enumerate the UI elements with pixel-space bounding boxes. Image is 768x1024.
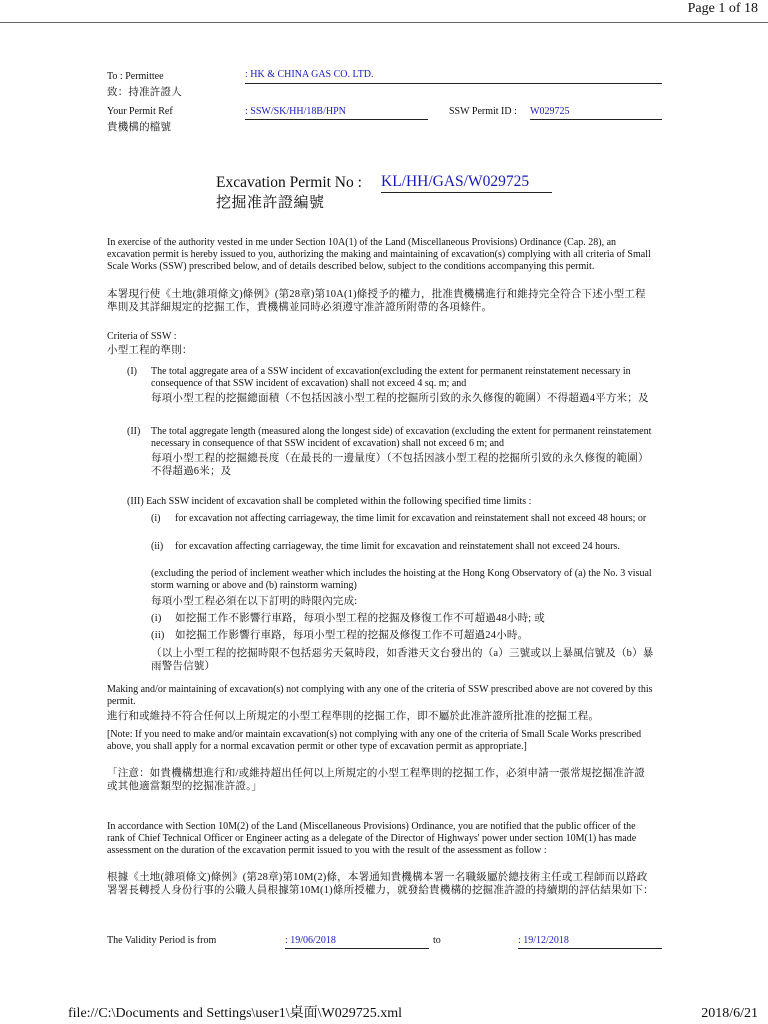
permit-ref-field [245,106,428,120]
to-label-en: To : Permittee [107,71,164,82]
criterion-2-text-en: The total aggregate length (measured along the longest side) of excavation (excluding the extent for permanent reinstatement necessary in consequence of that SSW incident of excavation) shall not exceed 6 m; and [151,426,652,450]
criterion-3-item-ii-zh-text: 如挖掘工作影響行車路，每項小型工程的挖掘及修復工作不可超過24小時。 [175,630,529,641]
intro-paragraph-en: In exercise of the authority vested in me under Section 10A(1) of the Land (Miscellaneous Provisions) Ordinance (Cap. 28), an excavation permit is hereby issued to you, authorizing the making and maintaining of excavation(s) complying with all criteria of Small Scale Works (SSW) prescribed below, and of details described below, subject to the conditions accompanying this permit. [107,237,651,273]
criteria-heading-en: Criteria of SSW : [107,331,177,342]
validity-to-word: to [433,935,441,946]
criterion-1 [127,366,655,406]
valid-from-value: : 19/06/2018 [285,935,336,946]
criterion-3-text-zh: 每項小型工程必須在以下訂明的時限內完成: [151,596,358,607]
criterion-3-item-i-number: (i) [151,513,161,524]
criterion-3-item-ii-zh [151,630,655,643]
permit-no-field [381,173,552,193]
criterion-1-text-zh: 每項小型工程的挖掘總面積（不包括因該小型工程的挖掘所引致的永久修復的範圍）不得超過4平方米；及 [151,393,649,405]
page-indicator: Page 1 of 18 [687,1,758,16]
assessment-paragraph-zh: 根據《土地(雜項條文)條例》(第28章)第10M(2)條，本署通知貴機構本署一名職級屬於總技術主任或工程師而以路政署署長轉授人身份行事的公職人員根據第10M(1)條所授權力，就發給貴機構的挖掘准許證的持續期的評估結果如下： [107,872,654,896]
permit-ref-label-en: Your Permit Ref [107,106,173,117]
footer-file-path: file://C:\Documents and Settings\user1\桌面\W029725.xml [68,1006,403,1021]
criterion-3-exclusion-en: (excluding the period of inclement weather which includes the hoisting at the Hong Kong Observatory of (a) the No. 3 visual storm warning or above and (b) rainstorm warning) [151,568,652,592]
permit-ref-label-zh: 貴機構的檔號 [107,122,172,133]
intro-paragraph-zh: 本署現行使《土地(雜項條文)條例》(第28章)第10A(1)條授予的權力，批准貴機構進行和維持完全符合下述小型工程準則及其詳細規定的挖掘工作，貴機構並同時必須遵守准許證所附帶的各項條件。 [107,289,646,313]
ssw-id-field [530,106,662,120]
criterion-3-item-i-zh-number: (i) [151,613,162,624]
permit-no-label: Excavation Permit No : [216,174,362,191]
permit-no-label-zh: 挖掘准許證編號 [216,195,325,211]
valid-to-field [518,935,662,949]
criterion-2-number: (II) [127,426,141,437]
assessment-paragraph-en: In accordance with Section 10M(2) of the Land (Miscellaneous Provisions) Ordinance, you are notified that the public officer of the rank of Chief Technical Officer or Engineer acting as a delegate of the Director of Highways' power under section 10M(1) has made assessment on the duration of the excavation permit issued to you with the result of the assessment as follow : [107,821,637,857]
criterion-3-item-i [151,513,655,525]
noncompliance-paragraph-en: Making and/or maintaining of excavation(s) not complying with any one of the criteria of SSW prescribed above are not covered by this permit. [107,684,653,708]
valid-from-field [285,935,429,949]
criterion-3-text-en: (III) Each SSW incident of excavation shall be completed within the following specified time limits : [127,496,532,507]
criterion-3-item-i-text: for excavation not affecting carriageway, the time limit for excavation and reinstatement shall not exceed 48 hours; or [175,513,647,524]
permit-no-value: KL/HH/GAS/W029725 [381,173,530,190]
criterion-2-text-zh: 每項小型工程的挖掘總長度（在最長的一邊量度）（不包括因該小型工程的挖掘所引致的永久修復的範圍）不得超過6米；及 [151,453,649,478]
footer-date: 2018/6/21 [701,1006,758,1021]
note-paragraph-zh: 「注意：如貴機構想進行和/或維持超出任何以上所規定的小型工程準則的挖掘工作，必須申請一張常規挖掘准許證或其他適當類型的挖掘准許證。」 [107,768,646,792]
criterion-3-item-i-zh-text: 如挖掘工作不影響行車路，每項小型工程的挖掘及修復工作不可超過48小時; 或 [175,613,545,624]
ssw-id-label: SSW Permit ID : [449,106,517,117]
permittee-value: : HK & CHINA GAS CO. LTD. [245,69,374,80]
criterion-1-number: (I) [127,366,137,377]
criterion-3-exclusion-zh: （以上小型工程的挖掘時限不包括惡劣天氣時段，如香港天文台發出的（a）三號或以上暴風信號及（b）暴雨警告信號） [151,648,654,672]
permittee-field [245,69,662,84]
criterion-1-text-en: The total aggregate area of a SSW incident of excavation(excluding the extent for permanent reinstatement necessary in consequence of that SSW incident of excavation) shall not exceed 4 sq. m; and [151,366,631,390]
header-divider [0,22,768,23]
note-paragraph-en: [Note: If you need to make and/or maintain excavation(s) not complying with any one of the criteria of Small Scale Works prescribed above, you shall apply for a normal excavation permit or other type of excavation permit as appropriate.] [107,729,642,753]
valid-to-value: : 19/12/2018 [518,935,569,946]
criterion-2 [127,426,655,479]
criteria-heading-zh: 小型工程的準則： [107,345,193,356]
to-label-zh: 致：持准許證人 [107,87,182,98]
permit-ref-value: : SSW/SK/HH/18B/HPN [245,106,346,117]
ssw-id-value: W029725 [530,106,570,117]
criterion-3-item-ii-number: (ii) [151,541,164,552]
criterion-3-item-ii-text: for excavation affecting carriageway, the time limit for excavation and reinstatement shall not exceed 24 hours. [175,541,620,552]
criterion-3-item-ii [151,541,655,553]
criterion-3-item-i-zh [151,613,655,626]
criterion-3-item-ii-zh-number: (ii) [151,630,165,641]
validity-label: The Validity Period is from [107,935,217,946]
noncompliance-paragraph-zh: 進行和或維持不符合任何以上所規定的小型工程準則的挖掘工作，即不屬於此准許證所批准的挖掘工程。 [107,711,600,722]
